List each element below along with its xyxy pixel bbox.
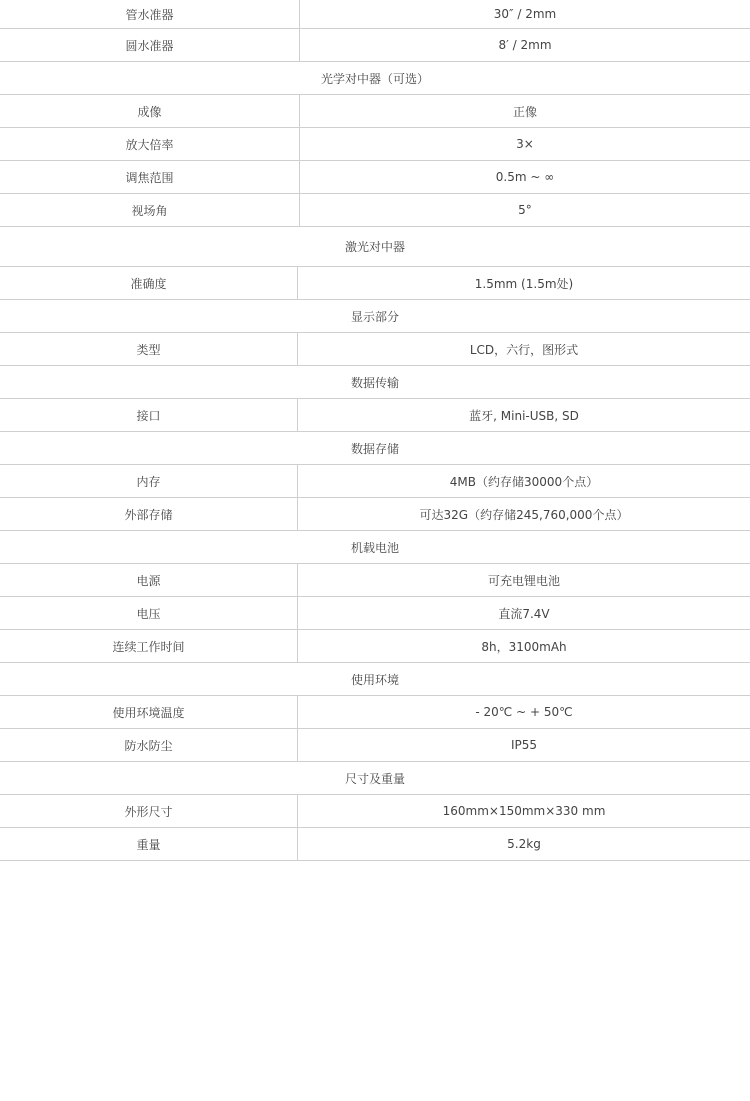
spec-value: 3×: [516, 137, 534, 151]
section-header-row: [0, 432, 750, 465]
spec-row: [0, 564, 750, 597]
spec-label: 管水准器: [0, 0, 300, 28]
spec-row: [0, 194, 750, 227]
spec-label: 调焦范围: [0, 161, 300, 193]
spec-value: 可达32G（约存储245,760,000个点）: [419, 507, 629, 522]
spec-label: 防水防尘: [0, 729, 298, 761]
spec-row: [0, 597, 750, 630]
spec-row: [0, 828, 750, 861]
section-header: 尺寸及重量: [344, 771, 405, 786]
section-header: 显示部分: [350, 309, 399, 324]
spec-label: 接口: [0, 399, 298, 431]
spec-value: - 20℃ ~ + 50℃: [475, 705, 573, 719]
section-header: 数据传输: [350, 375, 399, 390]
spec-row: [0, 795, 750, 828]
spec-row: [0, 333, 750, 366]
spec-row: [0, 161, 750, 194]
section-header: 数据存储: [350, 441, 399, 456]
spec-label: 电源: [0, 564, 298, 596]
spec-value: 30″ / 2mm: [493, 7, 557, 21]
spec-label: 外形尺寸: [0, 795, 298, 827]
spec-value: 可充电锂电池: [487, 573, 560, 588]
spec-label: 视场角: [0, 194, 300, 226]
spec-label: 类型: [0, 333, 298, 365]
spec-value: 0.5m ~ ∞: [495, 170, 555, 184]
spec-value: 8h，3100mAh: [481, 639, 567, 654]
spec-value: 5.2kg: [507, 837, 541, 851]
section-header: 光学对中器（可选）: [320, 71, 429, 86]
section-header-row: [0, 366, 750, 399]
spec-value: 4MB（约存储30000个点）: [449, 474, 599, 489]
spec-row: [0, 267, 750, 300]
spec-row: [0, 95, 750, 128]
section-header-row: [0, 227, 750, 267]
section-header: 激光对中器: [344, 240, 405, 254]
spec-value: LCD，六行，图形式: [469, 342, 579, 357]
spec-label: 连续工作时间: [0, 630, 298, 662]
spec-row: [0, 399, 750, 432]
section-header-row: [0, 762, 750, 795]
spec-label: 成像: [0, 95, 300, 127]
spec-label: 电压: [0, 597, 298, 629]
spec-row: [0, 0, 750, 29]
spec-label: 外部存储: [0, 498, 298, 530]
spec-value: 1.5mm (1.5m处): [474, 276, 574, 291]
spec-row: [0, 696, 750, 729]
spec-value: 直流7.4V: [498, 606, 550, 621]
section-header-row: [0, 300, 750, 333]
spec-label: 内存: [0, 465, 298, 497]
spec-label: 重量: [0, 828, 298, 860]
spec-row: [0, 729, 750, 762]
spec-row: [0, 128, 750, 161]
section-header: 使用环境: [350, 672, 399, 687]
section-header-row: [0, 663, 750, 696]
spec-label: 圆水准器: [0, 29, 300, 61]
spec-value: 5°: [518, 203, 532, 217]
spec-value: 160mm×150mm×330 mm: [442, 804, 606, 818]
spec-row: [0, 29, 750, 62]
spec-value: IP55: [510, 738, 538, 752]
spec-value: 8′ / 2mm: [498, 38, 552, 52]
spec-row: [0, 498, 750, 531]
spec-label: 准确度: [0, 267, 298, 299]
section-header: 机载电池: [350, 540, 399, 555]
spec-label: 使用环境温度: [0, 696, 298, 728]
section-header-row: [0, 531, 750, 564]
spec-value: 蓝牙, Mini-USB, SD: [469, 408, 579, 423]
spec-row: [0, 630, 750, 663]
spec-value: 正像: [512, 104, 537, 119]
spec-label: 放大倍率: [0, 128, 300, 160]
spec-row: [0, 465, 750, 498]
section-header-row: [0, 62, 750, 95]
